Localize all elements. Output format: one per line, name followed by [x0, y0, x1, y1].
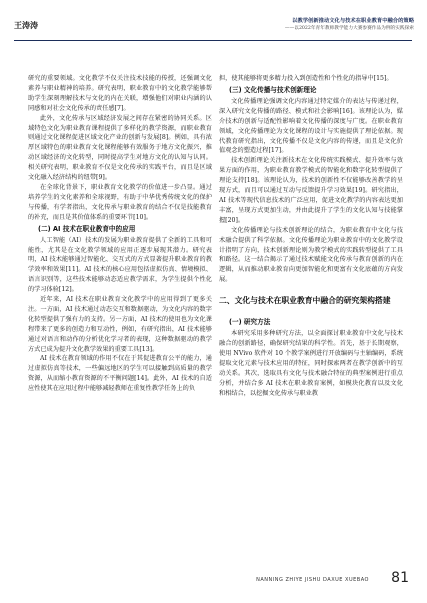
paragraph: 在全球化背景下，职业教育文化教学的价值进一步凸显。通过培养学生的文化素养和全球视野，有助于中华优秀传统文化的保护与传播，有学者指出，文化传承与职业教育的结合不仅是技能教育的补充，而且是其价值体系的重要环节[10]。: [28, 183, 212, 221]
paragraph: 本研究采用多种研究方法，以全面探讨职业教育中文化与技术融合的创新路径，确保研究结果的科学性。首先，基于长期观察，使用 NVivo 软件对 10 个教学案例进行开放编码与主轴编码，系统提取文化元素与技术应用的特征，同时探索两者在教学创新中的互动关系。其次，选取具有文化与技术融合特征的典型案例进行重点分析，并结合多 AI 技术在职业教育案例，如模块化教育以及文化和相结合，以挖掘文化传承与职业教: [219, 330, 403, 397]
page-number: 81: [391, 570, 409, 586]
author-name: 王涛涛: [14, 21, 38, 30]
paragraph: 此外，文化传承与区域经济发展之间存在紧密的协同关系。区域特色文化为职业教育课程提供了多样化的教学资源，而职业教育则通过文化课程促进区域文化产业的创新与发展[8]。例如，具有浓厚区域特色的职业教育文化课程能够有效服务于地方文化振兴，推动区域经济的文化转型，同时提高学生对地方文化的认知与认同。相关研究表明，职业教育不仅是文化传承的实践平台，而且是区域文化融入经济结构的纽带[9]。: [28, 114, 212, 182]
paragraph: AI 技术在教育领域的作用不仅在于其促进教育公平的能力，通过虚拟仿真等技术，一些偏远地区的学生可以接触到高质量的教学资源，从而缩小教育资源的不平衡问题[14]。此外，AI 技术的自适应性使其在应用过程中能够减轻教师在重复性教学任务上的负: [28, 355, 212, 393]
paragraph: 人工智能（AI）技术的发展为职业教育提供了全新的工具和可能性，尤其是在文化教学领域的应用正逐步展现其潜力。研究表明，AI 技术能够通过智能化、交互式的方式显著提升职业教育的教学效率和效果[11]。AI 技术的核心应用包括虚拟仿真、情境模拟、语言识别等，这些技术能够动态适应教学需求，为学生提供个性化的学习体验[12]。: [28, 236, 212, 294]
paragraph: 研究的重要领域。文化教学不仅关注技术技能的传授，还强调文化素养与职业精神的培养。研究表明，职业教育中的文化教学能够帮助学生深刻理解技术与文化的内在关联，增强他们对职业内涵的认同感和对社会文化传承的责任感[7]。: [28, 75, 212, 112]
page-footer: [0, 570, 427, 603]
paragraph: 近年来，AI 技术在职业教育文化教学中的应用得到了更多关注。一方面，AI 技术通过动态交互和数据驱动，为文化内容的数字化转型提供了强有力的支持。另一方面，AI 技术的使用也为文化课程带来了更多的创造力和互动性，例如，有研究指出，AI 技术能够通过对语言和动作的分析优化学习者的表现，这种数据驱动的教学方式已成为提升文化教学效果的重要工具[13]。: [28, 296, 212, 353]
paragraph: 文化传播理论强调文化内容通过特定媒介的表达与传递过程，深入研究文化传播的路径、模式和社会影响[16]。该理论认为，媒介技术的创新与适配性影响着文化传播的深度与广度。在职业教育领域，文化传播理论为文化课程的设计与实施提供了理论依据。现代教育研究指出，文化传播不仅是文化内容的传递，而且是文化价值观念的塑造过程[17]。: [219, 97, 403, 155]
page-header: [14, 18, 414, 38]
subsection-heading: (一) 研究方法: [229, 318, 271, 327]
section-heading: 二、文化与技术在职业教育中融合的研究架构搭建: [219, 296, 391, 306]
right-column: [219, 74, 403, 398]
journal-name: NANNING ZHIYE JISHU DAXUE XUEBAO: [256, 577, 369, 583]
running-title-main: 以教学创新推动文化与技术在职业教育中融合的策略: [292, 18, 414, 24]
paragraph: 技术创新理论关注新技术在文化传统实践模式、提升效率与效果方面的作用，为职业教育教学模式的智能化和数字化转型提供了理论支持[18]。该理论认为，技术的创新性不仅能够改善教学的呈现方式，而且可以通过互动与反馈提升学习效果[19]。研究指出，AI 技术等现代信息技术的广泛应用，促进文化教学的内容表达更加丰富，呈现方式更加生动，并由此提升了学生的文化认知与技能掌握[20]。: [219, 157, 403, 224]
subsection-heading: (二) AI 技术在职业教育中的应用: [38, 224, 136, 233]
subsection-heading: (三) 文化传播与技术创新理论: [229, 85, 317, 94]
paragraph: 文化传播理论与技术创新理论的结合，为职业教育中文化与技术融合提供了科学依据。文化传播理论为职业教育中的文化教学设计指明了方向，技术创新理论则为教学模式的实践转型提供了工具和路径。这一结合揭示了通过技术赋能文化传承与教育创新的内在逻辑，从而推动职业教育向更加智能化和更富有文化底蕴的方向发展。: [219, 226, 403, 284]
running-title-sub: ——以2022年青年教师教学能力大赛参赛作品为例的实践探索: [284, 26, 414, 31]
paragraph: 担，使其能够将更多精力投入到创造性和个性化的指导中[15]。: [219, 75, 393, 82]
left-column: [28, 74, 212, 394]
running-title: [285, 18, 414, 32]
header-rule: [14, 40, 412, 41]
